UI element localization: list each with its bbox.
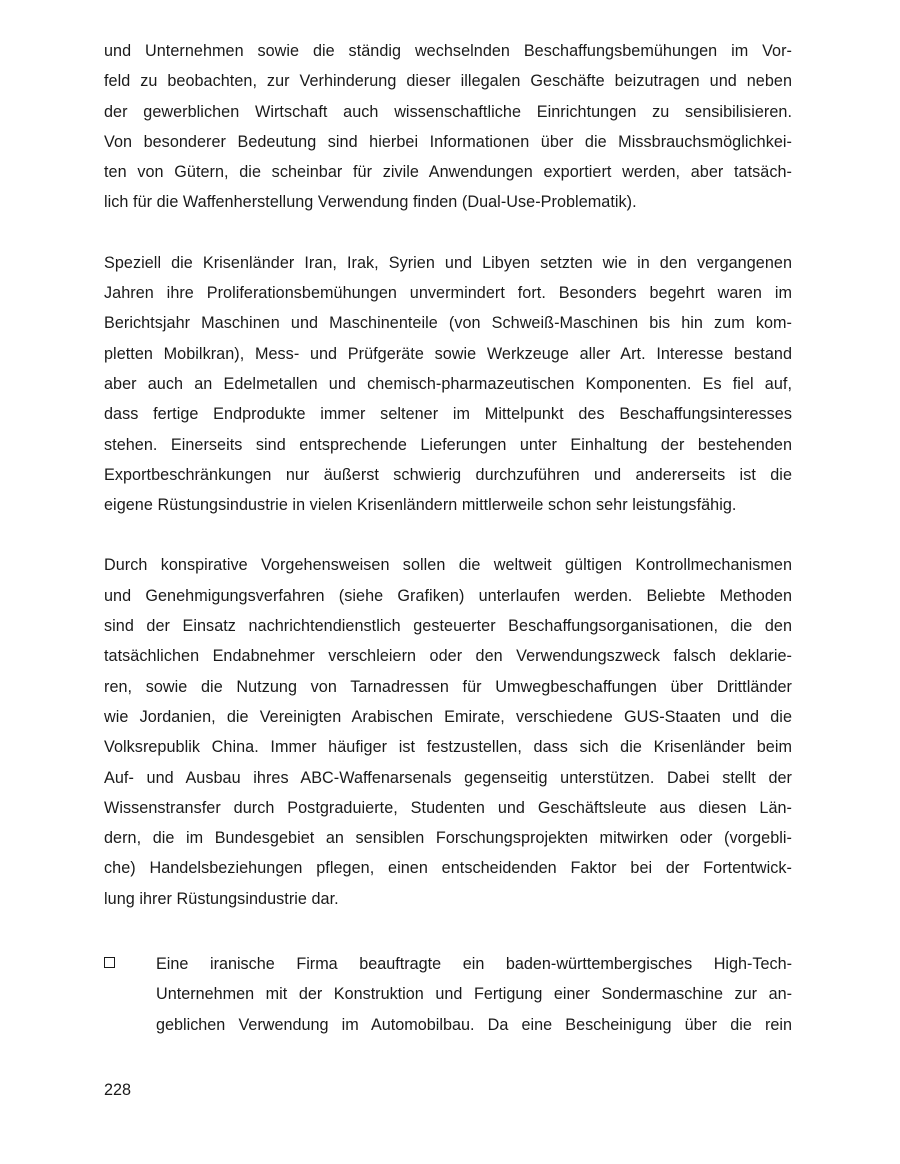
bullet-item (104, 949, 792, 1040)
text-line: stehen. Einerseits sind entsprechende Lieferungen unter Einhaltung der bestehenden (104, 435, 792, 454)
text-line: Berichtsjahr Maschinen und Maschinenteile (von Schweiß-Maschinen bis hin zum kom- (104, 314, 792, 333)
text-line: pletten Mobilkran), Mess- und Prüfgeräte sowie Werkzeuge aller Art. Interesse bestand (104, 344, 792, 363)
text-line: che) Handelsbeziehungen pflegen, einen entscheidenden Faktor bei der Fortentwick- (104, 859, 792, 878)
text-line: feld zu beobachten, zur Verhinderung dieser illegalen Geschäfte beizutragen und neben (104, 72, 792, 91)
text-line: lich für die Waffenherstellung Verwendung finden (Dual-Use-Problematik). (104, 193, 637, 212)
text-line: Unternehmen mit der Konstruktion und Fertigung einer Sondermaschine zur an- (156, 985, 792, 1004)
text-line: Exportbeschränkungen nur äußerst schwierig durchzuführen und andererseits ist die (104, 465, 792, 484)
paragraph-3 (104, 550, 792, 914)
paragraph-2 (104, 248, 792, 521)
bullet-text (156, 949, 792, 1040)
text-line: dern, die im Bundesgebiet an sensiblen Forschungsprojekten mitwirken oder (vorgebli- (104, 829, 792, 848)
text-line: aber auch an Edelmetallen und chemisch-pharmazeutischen Komponenten. Es fiel auf, (104, 374, 792, 393)
text-line: dass fertige Endprodukte immer seltener im Mittelpunkt des Beschaffungsinteresses (104, 405, 792, 424)
text-line: geblichen Verwendung im Automobilbau. Da eine Bescheinigung über die rein (156, 1015, 792, 1034)
text-line: der gewerblichen Wirtschaft auch wissenschaftliche Einrichtungen zu sensibilisieren. (104, 102, 792, 121)
text-line: Speziell die Krisenländer Iran, Irak, Syrien und Libyen setzten wie in den vergangenen (104, 253, 792, 272)
text-line: ren, sowie die Nutzung von Tarnadressen für Umwegbeschaffungen über Drittländer (104, 677, 792, 696)
document-body (104, 36, 792, 914)
text-line: sind der Einsatz nachrichtendienstlich gesteuerter Beschaffungsorganisationen, die den (104, 617, 792, 636)
text-line: eigene Rüstungsindustrie in vielen Krisenländern mittlerweile schon sehr leistungsfähig. (104, 496, 737, 515)
text-line: wie Jordanien, die Vereinigten Arabischen Emirate, verschiedene GUS-Staaten und die (104, 707, 792, 726)
text-line: Jahren ihre Proliferationsbemühungen unvermindert fort. Besonders begehrt waren im (104, 284, 792, 303)
text-line: und Unternehmen sowie die ständig wechselnden Beschaffungsbemühungen im Vor- (104, 42, 792, 60)
text-line: Von besonderer Bedeutung sind hierbei Informationen über die Missbrauchsmöglichkei- (104, 132, 792, 151)
checkbox-icon (104, 957, 115, 968)
text-line: lung ihrer Rüstungsindustrie dar. (104, 889, 339, 908)
text-line: ten von Gütern, die scheinbar für zivile Anwendungen exportiert werden, aber tatsäch- (104, 163, 792, 182)
page-number: 228 (104, 1081, 132, 1099)
text-line: Volksrepublik China. Immer häufiger ist festzustellen, dass sich die Krisenländer beim (104, 738, 792, 757)
text-line: Auf- und Ausbau ihres ABC-Waffenarsenals gegenseitig unterstützen. Dabei stellt der (104, 768, 792, 787)
text-line: Eine iranische Firma beauftragte ein baden-württembergisches High-Tech- (156, 955, 792, 973)
paragraph-1 (104, 36, 792, 218)
text-line: Durch konspirative Vorgehensweisen sollen die weltweit gültigen Kontrollmechanismen (104, 556, 792, 575)
text-line: und Genehmigungsverfahren (siehe Grafiken) unterlaufen werden. Beliebte Methoden (104, 586, 792, 605)
text-line: tatsächlichen Endabnehmer verschleiern oder den Verwendungszweck falsch deklarie- (104, 647, 792, 666)
text-line: Wissenstransfer durch Postgraduierte, Studenten und Geschäftsleute aus diesen Län- (104, 798, 792, 817)
